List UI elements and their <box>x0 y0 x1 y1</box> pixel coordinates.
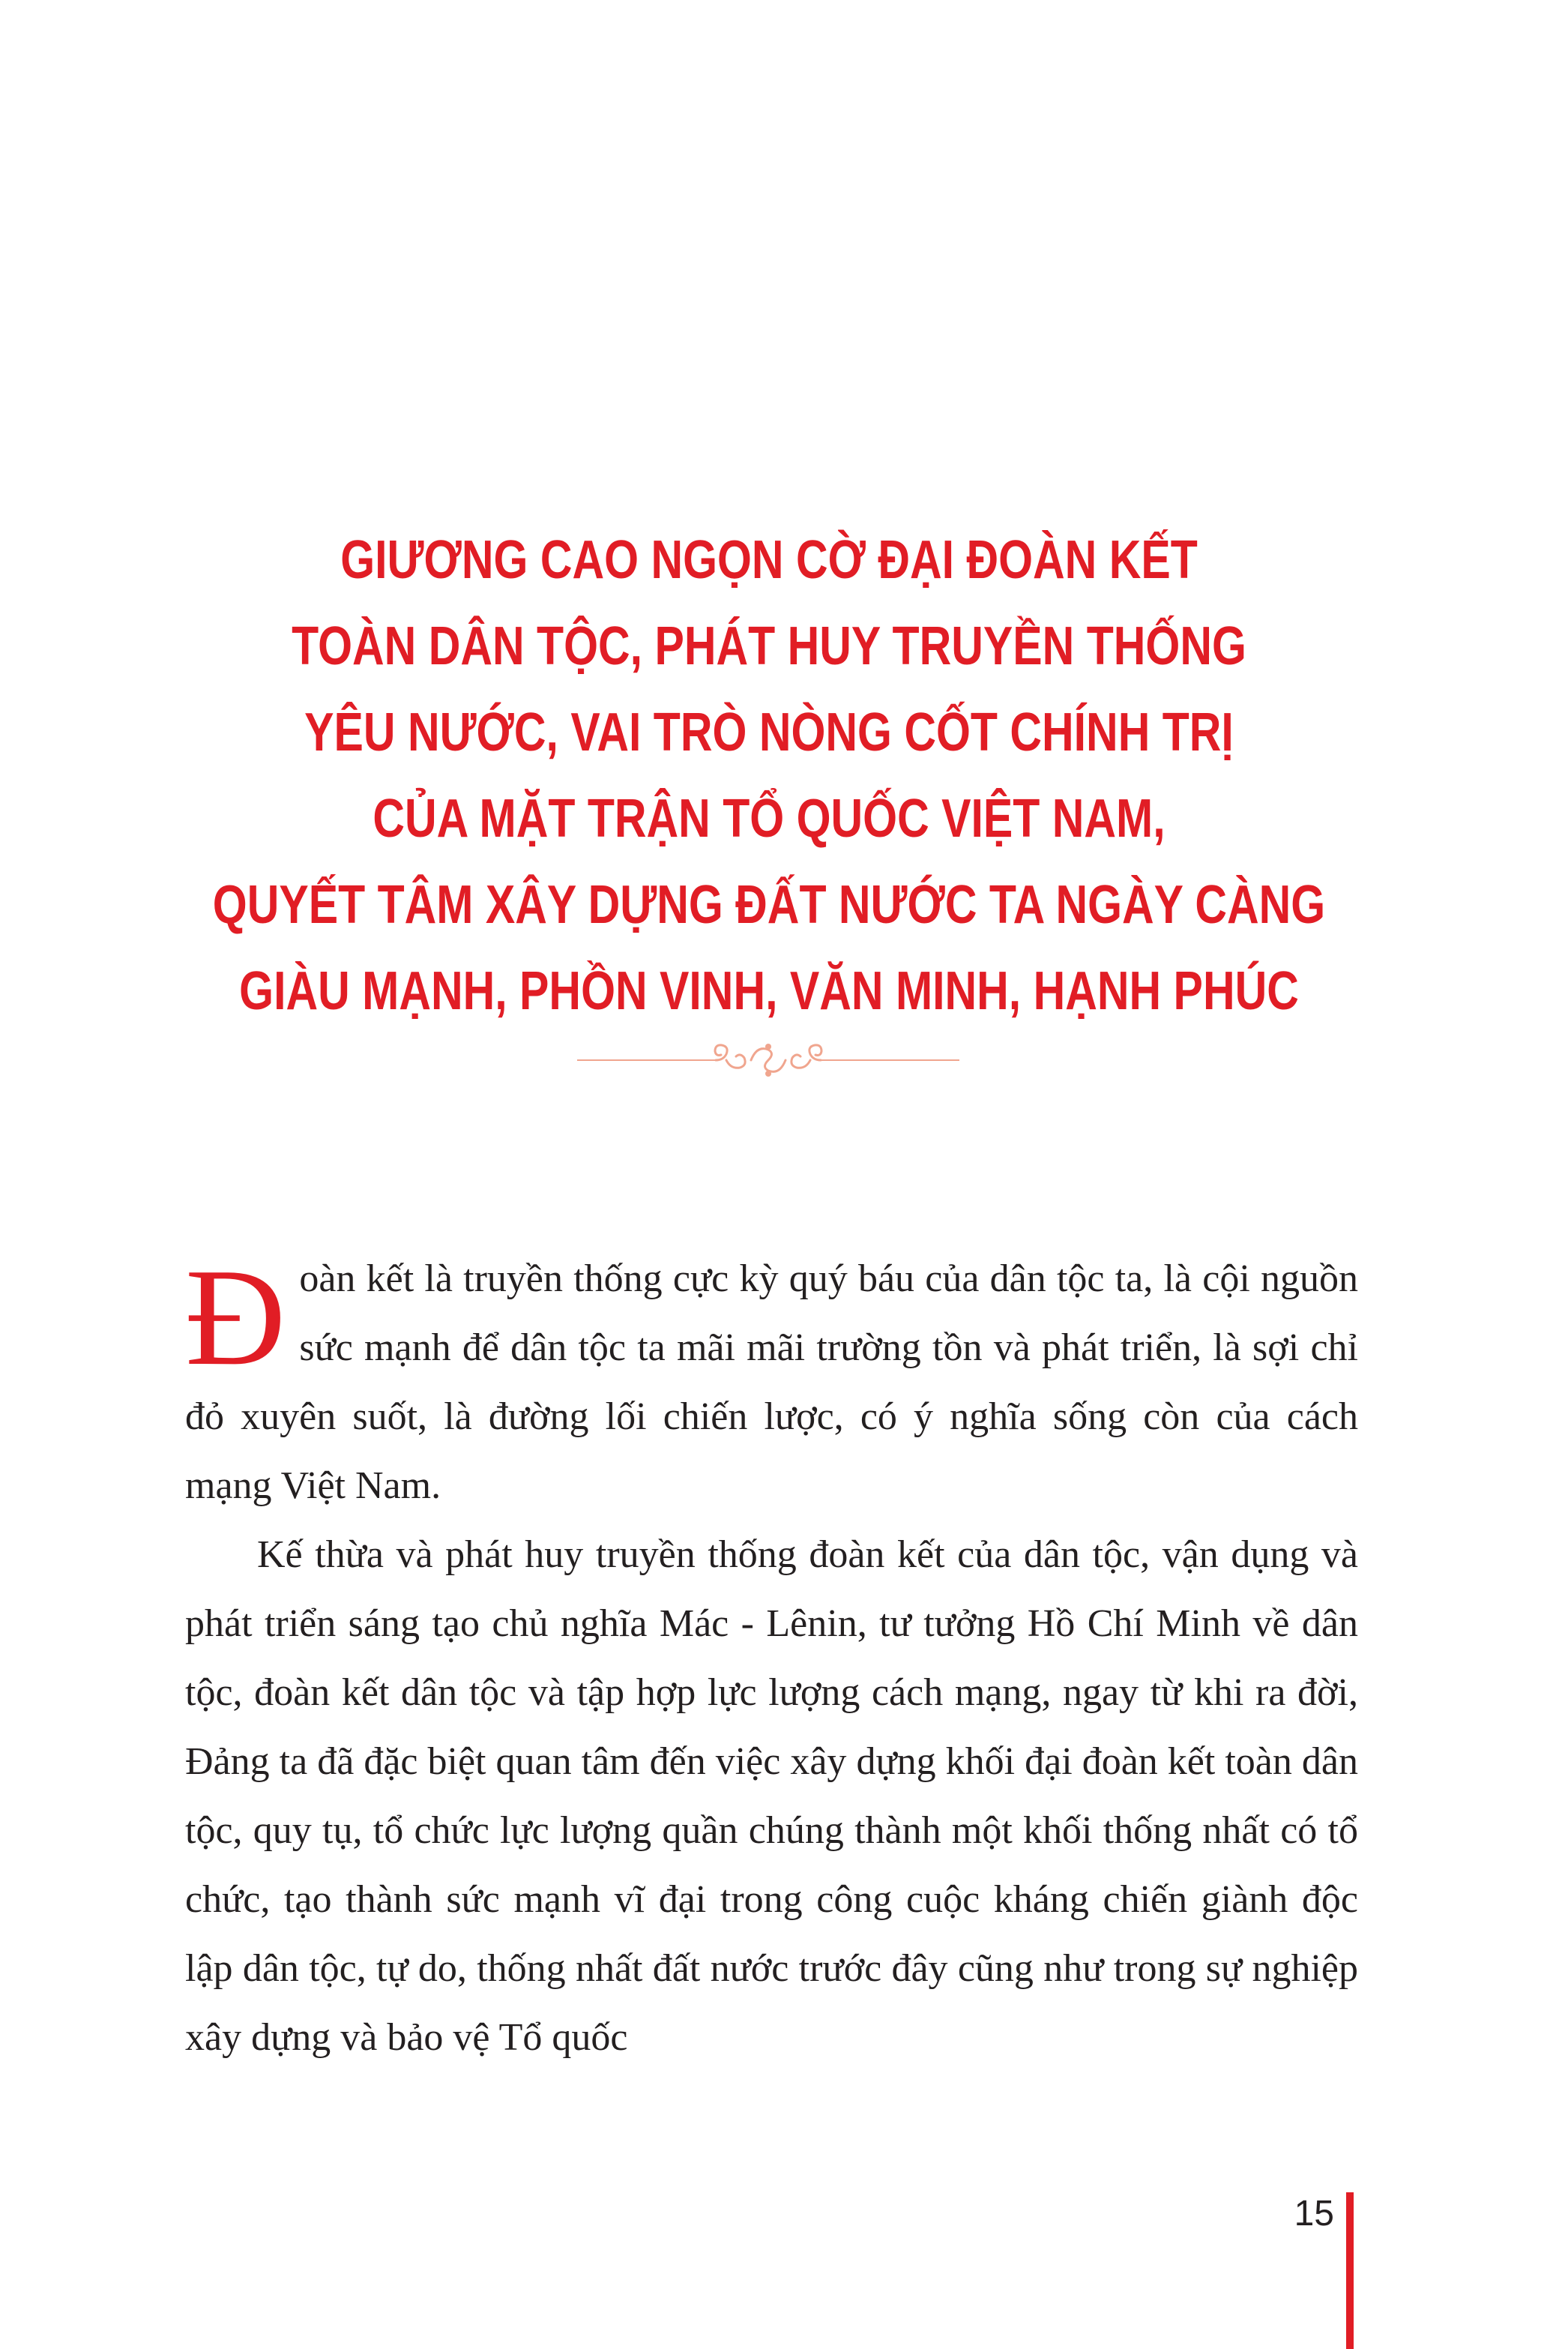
paragraph: Kế thừa và phát huy truyền thống đoàn kết của dân tộc, vận dụng và phát triển sáng tạo chủ nghĩa Mác - Lênin, tư tưởng Hồ Chí Minh về dân tộc, đoàn kết dân tộc và tập hợp lực lượng cách mạng, ngay từ khi ra đời, Đảng ta đã đặc biệt quan tâm đến việc xây dựng khối đại đoàn kết toàn dân tộc, quy tụ, tổ chức lực lượng quần chúng thành một khối thống nhất có tổ chức, tạo thành sức mạnh vĩ đại trong công cuộc kháng chiến giành độc lập dân tộc, tự do, thống nhất đất nước trước đây cũng như trong sự nghiệp xây dựng và bảo vệ Tổ quốc <box>185 1533 1358 2059</box>
chapter-title-line: TOÀN DÂN TỘC, PHÁT HUY TRUYỀN THỐNG <box>292 616 1246 676</box>
chapter-title <box>0 517 1538 1035</box>
scroll-ornament-icon <box>577 1038 959 1083</box>
paragraph <box>185 1240 1358 1521</box>
paragraph-text: oàn kết là truyền thống cực kỳ quý báu của dân tộc ta, là cội nguồn sức mạnh để dân tộc ta mãi mãi trường tồn và phát triển, là sợi chỉ đỏ xuyên suốt, là đường lối chiến lược, có ý nghĩa sống còn của cách mạng Việt Nam. <box>185 1257 1358 1507</box>
body-text <box>185 1240 1358 2072</box>
chapter-title-line: GIƯƠNG CAO NGỌN CỜ ĐẠI ĐOÀN KẾT <box>340 530 1198 590</box>
chapter-title-line: GIÀU MẠNH, PHỒN VINH, VĂN MINH, HẠNH PHÚC <box>239 961 1299 1021</box>
chapter-title-line: YÊU NƯỚC, VAI TRÒ NÒNG CỐT CHÍNH TRỊ <box>304 703 1234 763</box>
drop-cap: Đ <box>185 1240 286 1395</box>
chapter-title-line: CỦA MẶT TRẬN TỔ QUỐC VIỆT NAM, <box>373 789 1166 849</box>
page-number: 15 <box>1294 2194 1334 2234</box>
chapter-title-line: QUYẾT TÂM XÂY DỰNG ĐẤT NƯỚC TA NGÀY CÀNG <box>212 875 1326 935</box>
page-edge-rule <box>1346 2192 1354 2349</box>
